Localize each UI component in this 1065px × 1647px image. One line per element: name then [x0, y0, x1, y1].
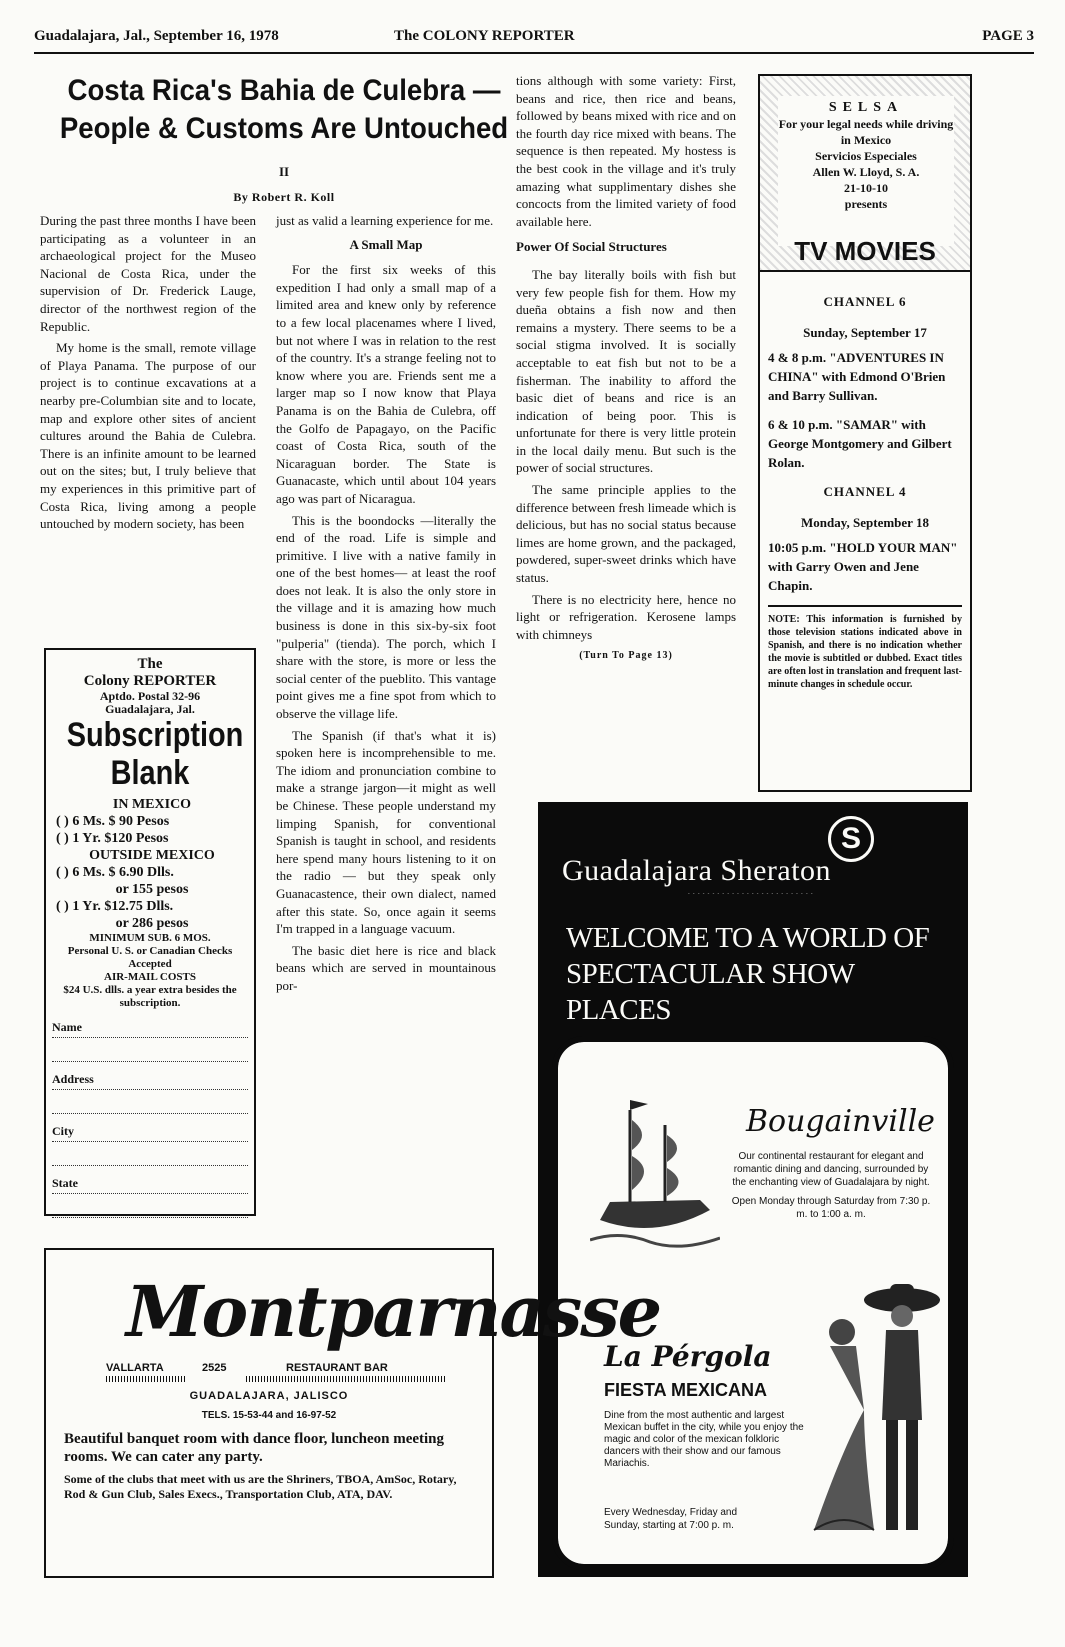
listing-date: Monday, September 18 — [801, 515, 929, 530]
city-field-line[interactable] — [52, 1142, 248, 1166]
name-field-line[interactable] — [52, 1038, 248, 1062]
article-paragraph: This is the boondocks —literally the end of the road. Life is simple and primitive. I live with a native family in one of the best homes— at least the roof does not leak. It is also the only store in the village and it is amazing how much business is done in this six-by-six foot "pulperia" (tienda). The porch, which I share with the store, is more or less the social center of the pueblito. This vantage point gives me a fine spot from which to observe the village life. — [276, 512, 496, 722]
sub-title-1: Subscription — [66, 716, 244, 754]
movie-listing: 10:05 p.m. "HOLD YOUR MAN" with Garry Owen and Jene Chapin. — [768, 540, 958, 593]
fiesta-mexicana-title: FIESTA MEXICANA — [604, 1380, 768, 1400]
sheraton-name: Guadalajara Sheraton — [562, 854, 832, 887]
city-field[interactable]: City — [52, 1124, 248, 1142]
article-paragraph: My home is the small, remote village of Playa Panama. The purpose of our project is to continue excavations at a nearby pre-Columbian site and to locate, map and explore other sites of ancient cultures around the Bahia de Culebra. There is an infinite amount to be learned out on the sites; but, I truly believe that my experiences in this primitive part of Costa Rica, living among a people untouched by modern society, has been — [40, 340, 256, 532]
sub-rate-option[interactable]: ( ) 1 Yr. $120 Pesos — [56, 831, 169, 846]
article-paragraph: There is no electricity here, hence no light or refrigeration. Kerosene lamps with chimneys — [516, 591, 736, 642]
sheraton-welcome: WELCOME TO A WORLD OF SPECTACULAR SHOW PLACES — [566, 922, 930, 1026]
bougainville-logo: Bougainville — [746, 1104, 935, 1139]
masthead — [34, 26, 1034, 54]
dancers-illustration — [794, 1280, 944, 1550]
sub-extra: $24 U.S. dlls. a year extra besides the subscription. — [63, 984, 237, 1009]
selsa-allen: Allen W. Lloyd, S. A. — [812, 165, 920, 179]
article-paragraph: tions although with some variety: First, beans and rice, then rice and beans, followed by beans mixed with rice and on the fourth day rice mixed with beans. The sequence is then repeated. My hostess is the best cook in the village and it's truly amazing what supplimentary dishes she concocts from the limited variety of food available here. — [516, 73, 736, 229]
masthead-dateline: Guadalajara, Jal., September 16, 1978 — [34, 28, 279, 44]
sub-rate-option[interactable]: ( ) 6 Ms. $ 90 Pesos — [56, 814, 170, 829]
article-byline: By Robert R. Koll — [233, 190, 335, 204]
article-paragraph: The bay literally boils with fish but very few people fish for them. How my dueña obtains a fish now and then remains a mystery. There seems to be a social stigma involved. It is socially acceptable to eat fish but not to be a fisherman. The inability to afford the basic diet of beans and rice is an indication of being poor. This is unfortunate for there is very little protein in the local daily menu. But such is the power of social structures. — [516, 266, 736, 476]
article-subhead: Power Of Social Structures — [516, 239, 667, 255]
selsa-title: SELSA — [828, 100, 904, 115]
restaurant-bar-label: RESTAURANT BAR — [286, 1362, 388, 1374]
sub-checks: Personal U. S. or Canadian Checks Accepted — [67, 945, 233, 970]
article-paragraph: just as valid a learning experience for me. — [276, 213, 494, 228]
sub-minimum: MINIMUM SUB. 6 MOS. — [89, 932, 211, 944]
tv-listings — [760, 282, 970, 697]
sub-po-box: Aptdo. Postal 32-96 — [99, 689, 201, 703]
sub-title-2: Blank — [110, 754, 190, 792]
headline-line-2: People & Customs Are Untouched — [59, 112, 509, 145]
montparnasse-description: Beautiful banquet room with dance floor, luncheon meeting rooms. We can cater any party. — [64, 1431, 445, 1465]
sheraton-fine-print: - - - - - - - - - - - - - - - - - - - - - - - - - - — [688, 892, 814, 897]
channel-heading: CHANNEL 4 — [823, 484, 907, 499]
tv-movies-box — [758, 74, 972, 792]
bougainville-hours: Open Monday through Saturday from 7:30 p. m. to 1:00 a. m. — [731, 1196, 931, 1220]
movie-listing: 6 & 10 p.m. "SAMAR" with George Montgomery and Gilbert Rolan. — [768, 417, 952, 470]
state-field-line[interactable] — [52, 1194, 248, 1218]
sub-in-mexico: IN MEXICO — [112, 797, 192, 812]
article-column-3 — [516, 72, 736, 665]
subscription-blank — [44, 648, 256, 1216]
article-headline — [54, 72, 514, 148]
sub-rate-alt: or 286 pesos — [115, 916, 189, 931]
sub-rate-option[interactable]: ( ) 6 Ms. $ 6.90 Dlls. — [56, 865, 174, 880]
listing-date: Sunday, September 17 — [803, 325, 927, 340]
sheraton-logo: S — [828, 816, 874, 862]
decorative-hatch — [106, 1376, 186, 1382]
pergola-description: Dine from the most authentic and largest Mexican buffet in the city, while you enjoy the magic and color of the mexican folkloric dancers with their show and our famous Mariachis. — [604, 1410, 804, 1469]
sub-the: The — [137, 656, 163, 672]
bougainville-description — [726, 1150, 936, 1221]
masthead-page-number: PAGE 3 — [982, 28, 1034, 44]
selsa-servicios: Servicios Especiales — [815, 149, 917, 163]
sub-city: Guadalajara, Jal. — [105, 702, 195, 716]
sub-rate-option[interactable]: ( ) 1 Yr. $12.75 Dlls. — [56, 899, 174, 914]
montparnasse-city: GUADALAJARA, JALISCO — [189, 1390, 349, 1402]
sub-outside-mexico: OUTSIDE MEXICO — [89, 848, 215, 863]
montparnasse-ad — [44, 1248, 661, 1578]
sheraton-ad — [538, 802, 968, 1577]
article-paragraph: The basic diet here is rice and black beans which are served in mountainous por- — [276, 942, 496, 993]
street-name: VALLARTA — [106, 1362, 164, 1374]
selsa-presents: presents — [844, 197, 888, 211]
article-paragraph: The same principle applies to the difference between fresh limeade which is delicious, but has no social status because limes are home grown, and the packaged, powdered, super-sweet drinks which have status. — [516, 482, 736, 586]
movie-listing: 4 & 8 p.m. "ADVENTURES IN CHINA" with Edmond O'Brien and Barry Sullivan. — [768, 350, 946, 403]
ship-illustration — [590, 1090, 720, 1260]
pergola-schedule: Every Wednesday, Friday and Sunday, starting at 7:00 p. m. — [604, 1507, 738, 1531]
bougainville-desc-text: Our continental restaurant for elegant and romantic dining and dancing, surrounded by the enchanting view of Guadalajara by night. — [732, 1151, 930, 1188]
name-field[interactable]: Name — [52, 1020, 248, 1038]
address-field[interactable]: Address — [52, 1072, 248, 1090]
article-paragraph: The Spanish (if that's what it is) spoken here is incomprehensible to me. The idiom and pronunciation combine to make a strange jargon—it might as well be Chinese. These people understand my limping Spanish, for conventional Spanish is taught in school, and residents here spend many hours listening to it on the radio — but they speak only Guanacastence, their own dialect, named after this state. So, once again it seems I'm trapped in a language vacuum. — [276, 727, 496, 937]
decorative-hatch — [246, 1376, 446, 1382]
sub-paper-name: Colony REPORTER — [83, 673, 217, 689]
headline-line-1: Costa Rica's Bahia de Culebra — — [67, 74, 501, 107]
tv-movies-title: TV MOVIES — [794, 236, 936, 266]
article-paragraph: During the past three months I have been participating as a volunteer in an archaeological project for the Museo Nacional de Costa Rica, under the supervision of Dr. Frederick Lauge, director of the northwest region of the Republic. — [40, 213, 256, 334]
tv-note: NOTE: This information is furnished by those television stations indicated above in Spanish, and there is no indication whether the movie is subtitled or dubbed. Exact titles are often lost in translation and frequent last-minute changes in schedule occur. — [768, 605, 962, 691]
sub-rate-alt: or 155 pesos — [115, 882, 189, 897]
article-paragraph: For the first six weeks of this expedition I had only a small map of a limited area and knew only by reference to a few local placenames where I lived, but not where I was in relation to the rest of the country. It's a strange feeling not to know where you are. Friends sent me a larger map so I now know that Playa Panama is on the Bahia de Culebra, off the Golfo de Papagayo, on the Pacific coast of Costa Rica, south of the Nicaraguan border. The State is Guanacaste, which until about 104 years ago was part of Nicaragua. — [276, 262, 496, 506]
street-number: 2525 — [202, 1362, 227, 1374]
masthead-paper-name: The COLONY REPORTER — [394, 28, 575, 44]
selsa-phone: 21-10-10 — [844, 181, 888, 195]
article-column-1 — [40, 212, 256, 537]
continued-notice: (Turn To Page 13) — [579, 650, 673, 662]
article-column-2 — [276, 212, 496, 999]
address-field-line[interactable] — [52, 1090, 248, 1114]
article-part-number: II — [278, 164, 290, 179]
selsa-ad — [778, 96, 954, 246]
channel-heading: CHANNEL 6 — [823, 294, 907, 309]
selsa-legal: For your legal needs while driving in Mexico — [778, 117, 954, 147]
sub-airmail: AIR-MAIL COSTS — [104, 971, 196, 983]
article-subhead: A Small Map — [349, 236, 423, 252]
montparnasse-clubs: Some of the clubs that meet with us are the Shriners, TBOA, AmSoc, Rotary, Rod & Gun Club, Sales Execs., Transportation Club, ATA, DAV. — [64, 1472, 457, 1501]
montparnasse-phone: TELS. 15-53-44 and 16-97-52 — [201, 1410, 337, 1421]
pergola-logo: La Pérgola — [604, 1340, 772, 1373]
montparnasse-logo: Montparnasse — [126, 1270, 661, 1353]
state-field[interactable]: State — [52, 1176, 248, 1194]
